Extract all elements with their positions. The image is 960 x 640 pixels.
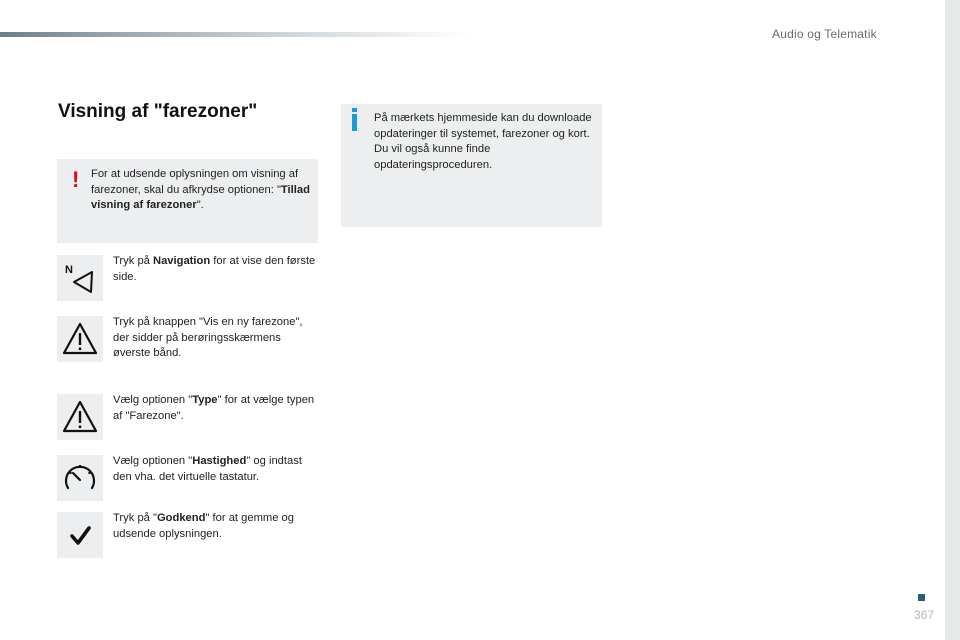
warning-triangle-icon bbox=[57, 316, 103, 362]
info-icon bbox=[352, 114, 357, 131]
section-header: Audio og Telematik bbox=[772, 27, 877, 41]
exclamation-icon: ! bbox=[72, 167, 80, 192]
step-4-text: Vælg optionen "Hastighed" og indtast den vha. det virtuelle tastatur. bbox=[113, 455, 302, 483]
speedometer-icon bbox=[57, 455, 103, 501]
step-3-text: Vælg optionen "Type" for at vælge typen af "Farezone". bbox=[113, 394, 315, 422]
navigation-icon bbox=[57, 255, 103, 301]
step-5-text: Tryk på "Godkend" for at gemme og udsende oplysningen. bbox=[113, 512, 294, 540]
page-number: 367 bbox=[914, 608, 935, 622]
step-2-text: Tryk på knappen "Vis en ny farezone", der sidder på berøringsskærmens øverste bånd. bbox=[113, 316, 303, 359]
warning-option-name: Tillad visning af farezoner bbox=[91, 183, 310, 211]
step-1-text: Tryk på Navigation for at vise den første side. bbox=[113, 255, 316, 283]
page-marker bbox=[918, 594, 925, 601]
page-title: Visning af "farezoner" bbox=[58, 101, 258, 122]
checkmark-icon bbox=[57, 512, 103, 558]
info-text: På mærkets hjemmeside kan du downloade opdateringer til systemet, farezoner og kort. Du vil også kunne finde opdateringsproceduren. bbox=[374, 112, 592, 171]
info-icon-dot bbox=[352, 108, 357, 112]
right-margin-strip bbox=[945, 0, 960, 640]
warning-triangle-icon bbox=[57, 394, 103, 440]
warning-text: For at udsende oplysningen om visning af farezoner, skal du afkrydse optionen: "Tillad visning af farezoner". bbox=[91, 168, 310, 211]
top-decoration-bar bbox=[0, 32, 470, 37]
svg-text:N: N bbox=[65, 264, 73, 276]
